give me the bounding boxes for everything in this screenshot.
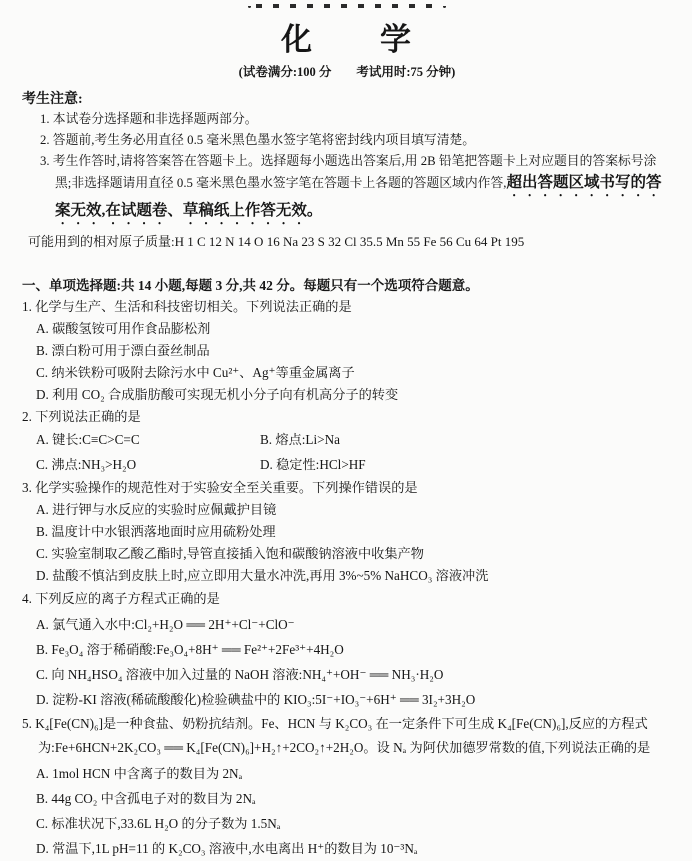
question-5-option-b: B. 44g CO₂ 中含孤电子对的数目为 2Nₐ <box>36 790 256 806</box>
question-5-option-c: C. 标准状况下,33.6L H₂O 的分子数为 1.5Nₐ <box>36 815 281 831</box>
notice-item-3-text: 3. 考生作答时,请将答案答在答题卡上。选择题每小题选出答案后,用 2B 铅笔把答题卡上对应题目的答案标号涂黑;非选择题请用直径 0.5 毫米黑色墨水签字笔在答题卡上各题的答题区域内作答, <box>40 154 657 190</box>
question-1-option-a: A. 碳酸氢铵可用作食品膨松剂 <box>36 321 211 336</box>
question-5-option-d: D. 常温下,1L pH=11 的 K₂CO₃ 溶液中,水电离出 H⁺的数目为 10⁻³Nₐ <box>36 840 418 856</box>
cropped-text-remnant <box>256 4 438 8</box>
question-4-stem: 4. 下列反应的离子方程式正确的是 <box>22 591 220 606</box>
question-1-option-d: D. 利用 CO₂ 合成脂肪酸可实现无机小分子向有机高分子的转变 <box>36 387 399 402</box>
question-3-option-d: D. 盐酸不慎沾到皮肤上时,应立即用大量水冲洗,再用 3%~5% NaHCO₃ 溶液冲洗 <box>36 568 489 583</box>
section-1-heading: 一、单项选择题:共 14 小题,每题 3 分,共 42 分。每题只有一个选项符合题意。 <box>22 278 479 293</box>
notice-item-2: 2. 答题前,考生务必用直径 0.5 毫米黑色墨水签字笔将密封线内项目填写清楚。 <box>40 133 476 147</box>
notice-item-3-emphasized: 超出答题区域书写的答案无效,在试题卷、草稿纸上作答无效。 <box>55 174 662 219</box>
cropped-paren-left <box>248 0 251 8</box>
atomic-masses-line: 可能用到的相对原子质量:H 1 C 12 N 14 O 16 Na 23 S 32 Cl 35.5 Mn 55 Fe 56 Cu 64 Pt 195 <box>28 234 525 249</box>
question-1-option-b: B. 漂白粉可用于漂白蚕丝制品 <box>36 343 210 358</box>
question-5 <box>22 712 672 861</box>
cropped-header-line <box>22 0 672 8</box>
question-2-option-b: B. 熔点:Li>Na <box>260 432 340 447</box>
paper-title: 化 学 <box>281 22 413 57</box>
question-2-stem: 2. 下列说法正确的是 <box>22 409 141 424</box>
question-2-option-a: A. 键长:C≡C>C=C <box>36 432 140 447</box>
question-4-option-d: D. 淀粉-KI 溶液(稀硫酸酸化)检验碘盐中的 KIO₃:5I⁻+IO₃⁻+6H⁺ ══ 3I₂+3H₂O <box>36 691 476 707</box>
question-4-option-c: C. 向 NH₄HSO₄ 溶液中加入过量的 NaOH 溶液:NH₄⁺+OH⁻ ══ NH₃·H₂O <box>36 666 444 682</box>
question-3-option-c: C. 实验室制取乙酸乙酯时,导管直接插入饱和碳酸钠溶液中收集产物 <box>36 546 424 561</box>
notice-list <box>40 109 672 228</box>
question-4-option-b: B. Fe₃O₄ 溶于稀硝酸:Fe₃O₄+8H⁺ ══ Fe²⁺+2Fe³⁺+4H₂O <box>36 641 344 657</box>
question-4-option-a: A. 氯气通入水中:Cl₂+H₂O ══ 2H⁺+Cl⁻+ClO⁻ <box>36 616 295 632</box>
question-2 <box>22 406 672 477</box>
question-3 <box>22 477 672 587</box>
notice-item-1: 1. 本试卷分选择题和非选择题两部分。 <box>40 112 258 126</box>
question-1 <box>22 296 672 406</box>
question-4 <box>22 587 672 712</box>
question-3-stem: 3. 化学实验操作的规范性对于实验安全至关重要。下列操作错误的是 <box>22 480 418 495</box>
question-5-stem: 5. K₄[Fe(CN)₆]是一种食盐、奶粉抗结剂。Fe、HCN 与 K₂CO₃ 在一定条件下可生成 K₄[Fe(CN)₆],反应的方程式为:Fe+6HCN+2K₂CO₃ ══ K₄[Fe(CN)₆]+H₂↑+2CO₂↑+2H₂O。设 Nₐ 为阿伏加德罗常数的值,下列说法正确的是 <box>22 715 651 755</box>
question-3-option-a: A. 进行钾与水反应的实验时应佩戴护目镜 <box>36 502 277 517</box>
question-2-option-c: C. 沸点:NH₃>H₂O <box>36 456 137 472</box>
question-3-option-b: B. 温度计中水银洒落地面时应用硫粉处理 <box>36 524 276 539</box>
question-1-stem: 1. 化学与生产、生活和科技密切相关。下列说法正确的是 <box>22 299 352 314</box>
question-5-option-a: A. 1mol HCN 中含离子的数目为 2Nₐ <box>36 765 243 781</box>
notice-item-3 <box>40 151 672 228</box>
cropped-paren-right <box>443 0 446 8</box>
notice-heading: 考生注意: <box>22 92 83 107</box>
question-2-option-grid <box>36 428 672 477</box>
question-2-option-d: D. 稳定性:HCl>HF <box>260 456 366 472</box>
paper-subtitle: (试卷满分:100 分 考试用时:75 分钟) <box>238 65 456 79</box>
question-1-option-c: C. 纳米铁粉可吸附去除污水中 Cu²⁺、Ag⁺等重金属离子 <box>36 365 355 380</box>
